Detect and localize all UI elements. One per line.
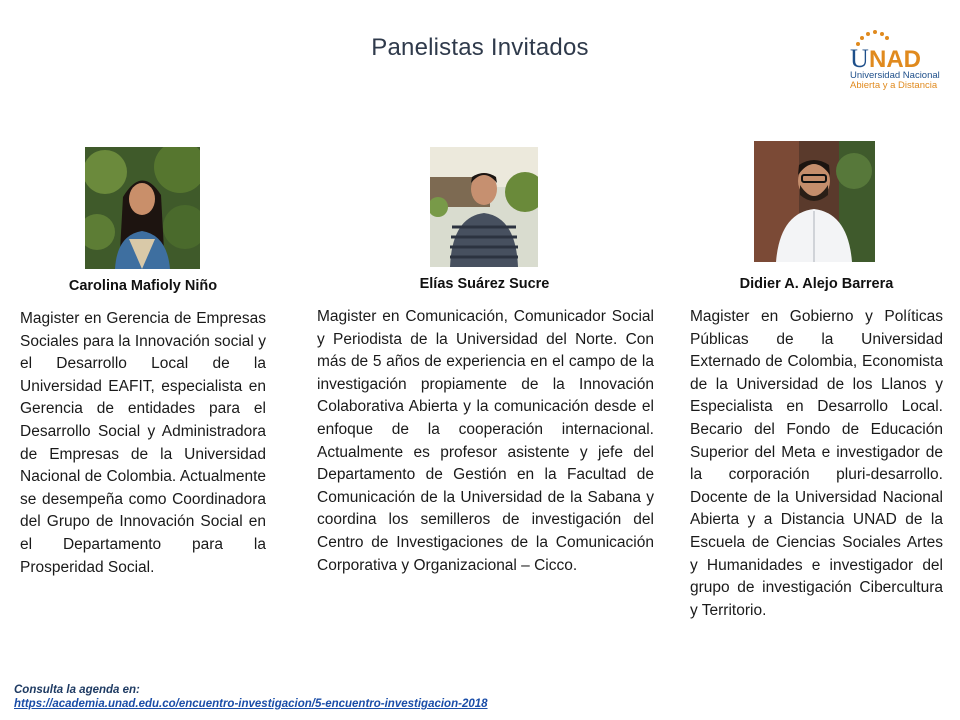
panelist-photo-didier [754,141,875,262]
unad-logo [846,18,946,92]
agenda-label: Consulta la agenda en: [14,684,140,696]
agenda-link[interactable]: https://academia.unad.edu.co/encuentro-investigacion/5-encuentro-investigacion-2018 [14,698,488,710]
panelist-bio-1: Magister en Gerencia de Empresas Sociales para la Innovación social y el Desarrollo Local de la Universidad EAFIT, especialista en Gerencia de entidades para el Desarrollo Social y Administradora de Empresas de la Universidad Nacional de Colombia. Actualmente se desempeña como Coordinadora del Grupo de Innovación Social en el Departamento para la Prosperidad Social. [20,310,266,576]
panelist-photo-elias [430,147,538,267]
panelist-bio-2: Magister en Comunicación, Comunicador Social y Periodista de la Universidad del Norte. Con más de 5 años de experiencia en el campo de la investigación propiamente de la Innovación Colaborativa Abierta y la comunicación desde el enfoque de la cooperación internacional. Actualmente es profesor asistente y jefe del Departamento de Gestión en la Facultad de Comunicación de la Universidad de la Sabana y coordina los semilleros de investigación del Centro de Investigaciones de la Comunicación Corporativa y Organizacional – Cicco. [317,308,654,574]
slide-title: Panelistas Invitados [371,34,589,61]
logo-line-1: Universidad Nacional [850,70,940,81]
agenda-footer [14,683,488,711]
panelist-name-3: Didier A. Alejo Barrera [739,276,894,292]
panelist-name-1: Carolina Mafioly Niño [68,278,218,294]
unad-logo-mark [850,30,946,70]
panelist-name-2: Elías Suárez Sucre [419,276,550,292]
panelist-photo-carolina [85,147,200,269]
svg-text:NAD: NAD [869,46,921,70]
panelist-bio-3: Magister en Gobierno y Políticas Públicas de la Universidad Externado de Colombia, Economista de la Universidad de los Llanos y Especialista en Desarrollo Local. Becario del Fondo de Educación Superior del Meta e investigador de la corporación pluri-desarrollo. Docente de la Universidad Nacional Abierta y a Distancia UNAD de la Escuela de Ciencias Sociales Artes y Humanidades e investigador del grupo de investigación Cibercultura y Territorio. [690,308,943,619]
svg-text:U: U [850,44,869,70]
logo-line-2: Abierta y a Distancia [850,80,938,91]
